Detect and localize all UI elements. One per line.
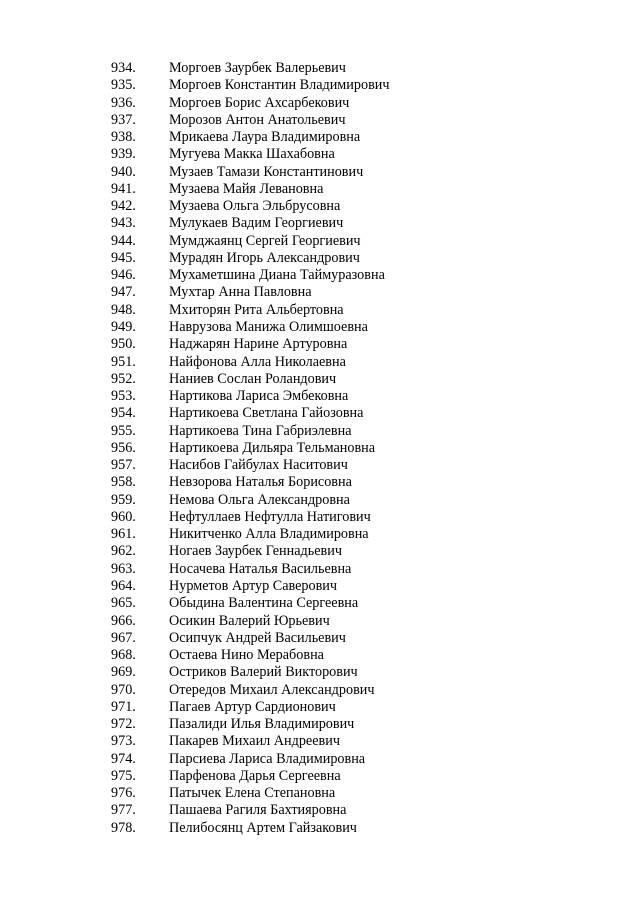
entry-name: Найфонова Алла Николаевна [169,353,346,370]
entry-name: Нартикоева Тина Габриэлевна [169,422,352,439]
entry-number: 977. [111,802,136,819]
list-item [111,95,390,112]
entry-number: 939. [111,146,136,163]
entry-number: 978. [111,819,136,836]
list-item [111,319,390,336]
list-item [111,820,390,837]
entry-name: Наниев Сослан Роландович [169,370,337,387]
entry-number: 969. [111,664,136,681]
entry-name: Мухтар Анна Павловна [169,284,312,301]
list-item [111,492,390,509]
list-item [111,336,390,353]
entry-number: 970. [111,681,136,698]
entry-number: 944. [111,232,136,249]
entry-name: Невзорова Наталья Борисовна [169,474,352,491]
entry-name: Осипчук Андрей Васильевич [169,629,346,646]
entry-name: Мрикаева Лаура Владимировна [169,129,361,146]
list-item [111,302,390,319]
list-item [111,630,390,647]
list-item [111,405,390,422]
list-item [111,388,390,405]
entry-number: 976. [111,785,136,802]
list-item [111,423,390,440]
entry-number: 974. [111,750,136,767]
list-item [111,509,390,526]
list-item [111,543,390,560]
entry-name: Музаев Тамази Константинович [169,163,364,180]
entry-name: Пазалиди Илья Владимирович [169,716,355,733]
entry-name: Мухаметшина Диана Таймуразовна [169,267,385,284]
entry-number: 934. [111,60,136,76]
entry-name: Мумджаянц Сергей Георгиевич [169,232,361,249]
entry-name: Нефтуллаев Нефтулла Натигович [169,508,371,525]
entry-number: 956. [111,439,136,456]
entry-number: 950. [111,336,136,353]
entry-number: 963. [111,560,136,577]
entry-number: 940. [111,163,136,180]
list-item [111,733,390,750]
list-item [111,60,390,77]
name-list [111,60,390,837]
list-item [111,561,390,578]
list-item [111,250,390,267]
entry-number: 966. [111,612,136,629]
entry-name: Нартикоева Светлана Гайозовна [169,405,364,422]
list-item [111,682,390,699]
list-item [111,457,390,474]
entry-name: Насибов Гайбулах Наситович [169,457,348,474]
entry-number: 961. [111,526,136,543]
entry-number: 936. [111,94,136,111]
list-item [111,785,390,802]
entry-number: 946. [111,267,136,284]
entry-number: 975. [111,767,136,784]
entry-name: Пашаева Рагиля Бахтияровна [169,802,347,819]
entry-number: 952. [111,370,136,387]
entry-name: Музаева Ольга Эльбрусовна [169,198,341,215]
entry-number: 957. [111,457,136,474]
entry-name: Нартикоева Дильяра Тельмановна [169,439,376,456]
entry-number: 958. [111,474,136,491]
entry-number: 951. [111,353,136,370]
entry-number: 935. [111,77,136,94]
entry-number: 955. [111,422,136,439]
entry-number: 953. [111,388,136,405]
entry-name: Морозов Антон Анатольевич [169,111,346,128]
entry-number: 968. [111,647,136,664]
list-item [111,716,390,733]
entry-number: 967. [111,629,136,646]
entry-name: Обыдина Валентина Сергеевна [169,595,359,612]
entry-number: 938. [111,129,136,146]
entry-name: Наврузова Манижа Олимшоевна [169,318,368,335]
entry-name: Нартикова Лариса Эмбековна [169,388,349,405]
entry-number: 947. [111,284,136,301]
entry-name: Мугуева Макка Шахабовна [169,146,335,163]
entry-name: Парфенова Дарья Сергеевна [169,767,341,784]
entry-name: Никитченко Алла Владимировна [169,526,369,543]
entry-name: Пакарев Михаил Андреевич [169,733,340,750]
entry-number: 943. [111,215,136,232]
entry-number: 937. [111,111,136,128]
entry-name: Мурадян Игорь Александрович [169,249,360,266]
entry-name: Немова Ольга Александровна [169,491,350,508]
entry-number: 954. [111,405,136,422]
list-item [111,164,390,181]
list-item [111,233,390,250]
list-item [111,198,390,215]
entry-name: Наджарян Нарине Артуровна [169,336,348,353]
list-item [111,664,390,681]
list-item [111,647,390,664]
entry-number: 971. [111,698,136,715]
list-item [111,802,390,819]
entry-name: Носачева Наталья Васильевна [169,560,352,577]
entry-name: Пелибосянц Артем Гайзакович [169,819,357,836]
entry-number: 949. [111,318,136,335]
entry-name: Парсиева Лариса Владимировна [169,750,366,767]
entry-name: Осикин Валерий Юрьевич [169,612,330,629]
entry-number: 960. [111,508,136,525]
list-item [111,77,390,94]
entry-name: Патычек Елена Степановна [169,785,336,802]
entry-name: Мхиторян Рита Альбертовна [169,301,344,318]
entry-name: Остриков Валерий Викторович [169,664,358,681]
list-item [111,440,390,457]
list-item [111,371,390,388]
list-item [111,768,390,785]
list-item [111,526,390,543]
list-item [111,129,390,146]
list-item [111,474,390,491]
entry-name: Моргоев Борис Ахсарбекович [169,94,350,111]
list-item [111,284,390,301]
entry-name: Моргоев Заурбек Валерьевич [169,60,346,76]
list-item [111,146,390,163]
list-item [111,751,390,768]
list-item [111,112,390,129]
entry-name: Остаева Нино Мерабовна [169,647,324,664]
entry-number: 942. [111,198,136,215]
list-item [111,595,390,612]
entry-number: 973. [111,733,136,750]
entry-number: 964. [111,577,136,594]
entry-number: 965. [111,595,136,612]
list-item [111,354,390,371]
entry-name: Музаева Майя Левановна [169,180,324,197]
entry-number: 948. [111,301,136,318]
entry-number: 945. [111,249,136,266]
entry-name: Пагаев Артур Сардионович [169,698,336,715]
entry-name: Моргоев Константин Владимирович [169,77,390,94]
entry-name: Нурметов Артур Саверович [169,577,338,594]
list-item [111,613,390,630]
entry-name: Ногаев Заурбек Геннадьевич [169,543,342,560]
list-item [111,578,390,595]
entry-number: 959. [111,491,136,508]
list-item [111,215,390,232]
list-item [111,699,390,716]
entry-number: 941. [111,180,136,197]
list-item [111,181,390,198]
list-item [111,267,390,284]
entry-name: Мулукаев Вадим Георгиевич [169,215,344,232]
entry-number: 972. [111,716,136,733]
entry-number: 962. [111,543,136,560]
entry-name: Отередов Михаил Александрович [169,681,375,698]
